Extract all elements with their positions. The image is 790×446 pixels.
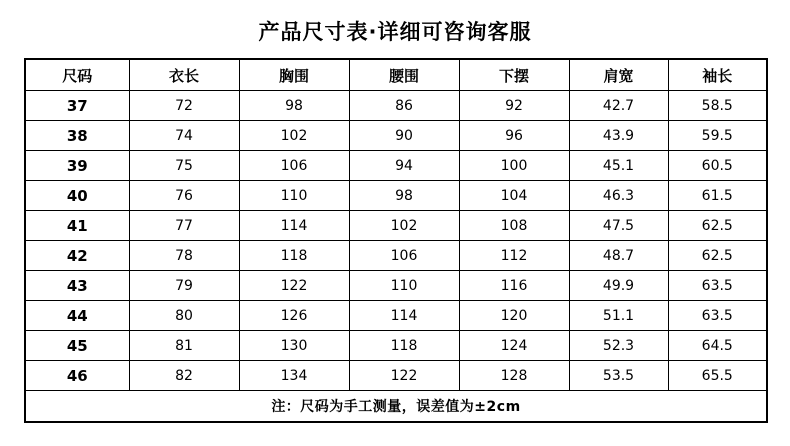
cell-sleeve: 58.5	[668, 91, 767, 121]
cell-hem: 120	[459, 301, 569, 331]
table-row	[25, 331, 767, 361]
table-header-row	[25, 59, 767, 91]
cell-size: 43	[25, 271, 129, 301]
cell-waist: 106	[349, 241, 459, 271]
table-body	[25, 91, 767, 391]
cell-shoulder: 42.7	[569, 91, 668, 121]
cell-waist: 94	[349, 151, 459, 181]
cell-hem: 100	[459, 151, 569, 181]
cell-waist: 90	[349, 121, 459, 151]
cell-length: 79	[129, 271, 239, 301]
cell-sleeve: 60.5	[668, 151, 767, 181]
cell-sleeve: 62.5	[668, 241, 767, 271]
cell-length: 74	[129, 121, 239, 151]
cell-chest: 134	[239, 361, 349, 391]
size-table-container	[0, 58, 790, 423]
cell-shoulder: 43.9	[569, 121, 668, 151]
table-row	[25, 151, 767, 181]
cell-sleeve: 64.5	[668, 331, 767, 361]
cell-chest: 126	[239, 301, 349, 331]
column-header-sleeve: 袖长	[668, 59, 767, 91]
column-header-waist: 腰围	[349, 59, 459, 91]
table-header	[25, 59, 767, 91]
column-header-shoulder: 肩宽	[569, 59, 668, 91]
cell-hem: 112	[459, 241, 569, 271]
measurement-note: 注：尺码为手工测量，误差值为±2cm	[25, 391, 767, 423]
table-row	[25, 271, 767, 301]
cell-size: 39	[25, 151, 129, 181]
cell-shoulder: 49.9	[569, 271, 668, 301]
page-title: 产品尺寸表·详细可咨询客服	[258, 20, 532, 44]
cell-size: 40	[25, 181, 129, 211]
cell-length: 80	[129, 301, 239, 331]
cell-length: 75	[129, 151, 239, 181]
table-row	[25, 361, 767, 391]
cell-waist: 98	[349, 181, 459, 211]
cell-length: 72	[129, 91, 239, 121]
cell-size: 37	[25, 91, 129, 121]
cell-shoulder: 47.5	[569, 211, 668, 241]
cell-chest: 106	[239, 151, 349, 181]
cell-waist: 122	[349, 361, 459, 391]
table-footer-row	[25, 391, 767, 423]
column-header-chest: 胸围	[239, 59, 349, 91]
cell-hem: 92	[459, 91, 569, 121]
cell-chest: 130	[239, 331, 349, 361]
table-row	[25, 181, 767, 211]
cell-waist: 102	[349, 211, 459, 241]
cell-shoulder: 52.3	[569, 331, 668, 361]
cell-chest: 98	[239, 91, 349, 121]
cell-length: 77	[129, 211, 239, 241]
cell-chest: 114	[239, 211, 349, 241]
table-row	[25, 211, 767, 241]
cell-hem: 116	[459, 271, 569, 301]
table-row	[25, 241, 767, 271]
table-footer	[25, 391, 767, 423]
table-row	[25, 91, 767, 121]
table-row	[25, 121, 767, 151]
cell-size: 46	[25, 361, 129, 391]
cell-sleeve: 62.5	[668, 211, 767, 241]
cell-hem: 124	[459, 331, 569, 361]
size-table	[24, 58, 768, 423]
column-header-length: 衣长	[129, 59, 239, 91]
cell-length: 82	[129, 361, 239, 391]
cell-shoulder: 46.3	[569, 181, 668, 211]
cell-shoulder: 45.1	[569, 151, 668, 181]
cell-size: 41	[25, 211, 129, 241]
cell-sleeve: 63.5	[668, 301, 767, 331]
table-row	[25, 301, 767, 331]
cell-hem: 96	[459, 121, 569, 151]
column-header-size: 尺码	[25, 59, 129, 91]
cell-chest: 110	[239, 181, 349, 211]
cell-hem: 104	[459, 181, 569, 211]
cell-shoulder: 51.1	[569, 301, 668, 331]
cell-size: 42	[25, 241, 129, 271]
cell-chest: 122	[239, 271, 349, 301]
cell-hem: 108	[459, 211, 569, 241]
cell-sleeve: 61.5	[668, 181, 767, 211]
cell-length: 78	[129, 241, 239, 271]
cell-waist: 110	[349, 271, 459, 301]
cell-chest: 118	[239, 241, 349, 271]
cell-waist: 118	[349, 331, 459, 361]
cell-length: 81	[129, 331, 239, 361]
cell-waist: 114	[349, 301, 459, 331]
cell-size: 45	[25, 331, 129, 361]
cell-shoulder: 53.5	[569, 361, 668, 391]
cell-sleeve: 59.5	[668, 121, 767, 151]
cell-shoulder: 48.7	[569, 241, 668, 271]
cell-length: 76	[129, 181, 239, 211]
cell-chest: 102	[239, 121, 349, 151]
cell-hem: 128	[459, 361, 569, 391]
cell-size: 44	[25, 301, 129, 331]
cell-size: 38	[25, 121, 129, 151]
cell-sleeve: 65.5	[668, 361, 767, 391]
column-header-hem: 下摆	[459, 59, 569, 91]
cell-sleeve: 63.5	[668, 271, 767, 301]
cell-waist: 86	[349, 91, 459, 121]
